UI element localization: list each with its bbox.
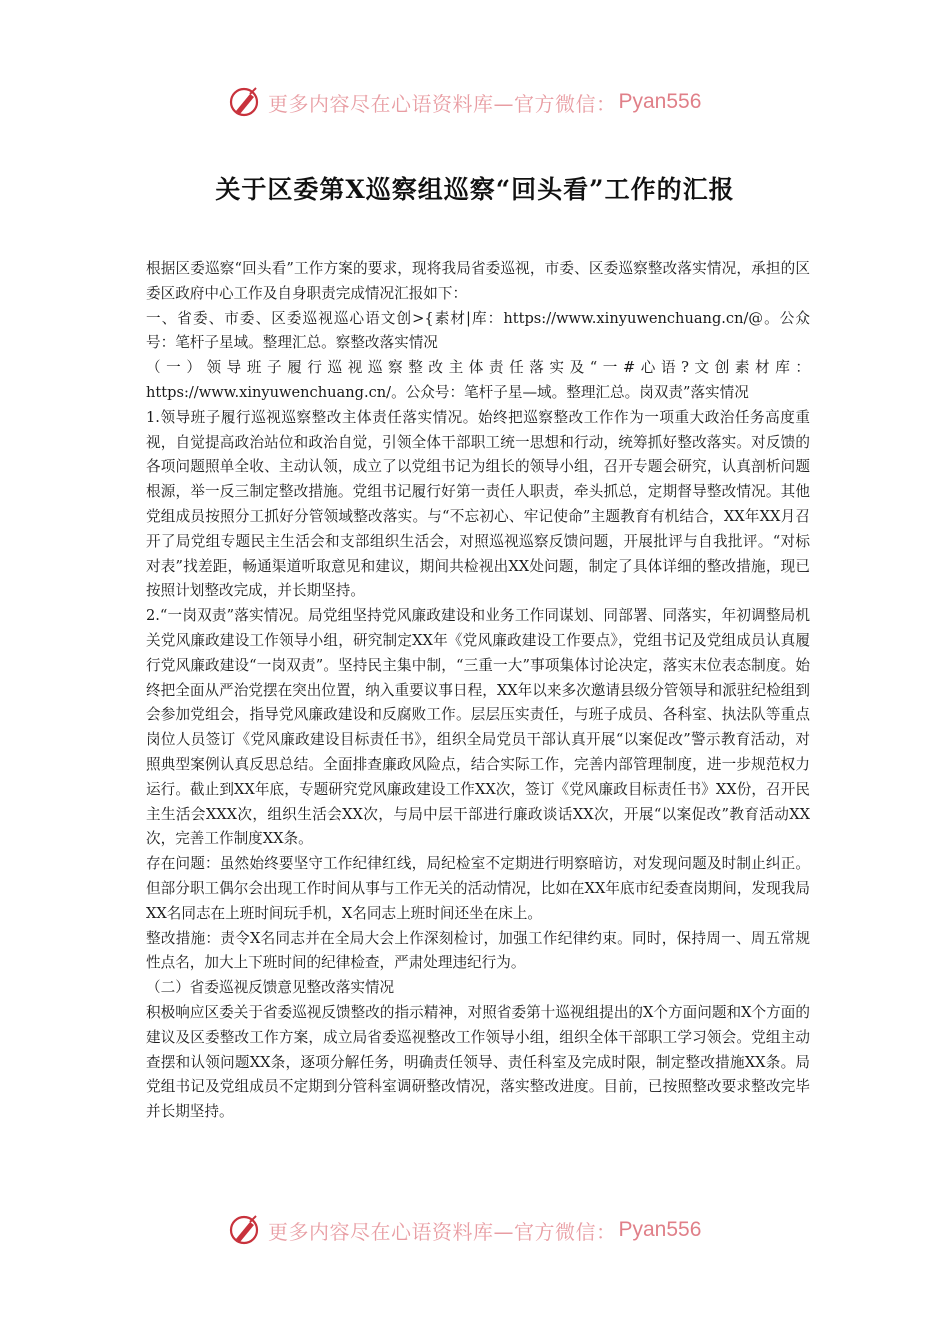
watermark-wechat-id: Pyan556 — [618, 90, 702, 113]
document-body — [146, 257, 810, 1125]
paragraph: 一、省委、市委、区委巡视巡心语文创>{素材|库：https://www.xinyuwenchuang.cn/@。公众号：笔杆子星域。整理汇总。察整改落实情况 — [146, 309, 810, 352]
paragraph: （一）领导班子履行巡视巡察整改主体责任落实及“一#心语?文创素材库：https://www.xinyuwenchuang.cn/。公众号：笔杆子星—域。整理汇总。岗双责”落实情况 — [146, 359, 810, 401]
pen-logo-icon — [228, 1213, 262, 1247]
watermark-wechat-id: Pyan556 — [618, 1218, 702, 1241]
paragraph: 整改措施：责令X名同志并在全局大会上作深刻检讨，加强工作纪律约束。同时，保持周一、周五常规性点名，加大上下班时间的纪律检查，严肃处理违纪行为。 — [146, 929, 810, 972]
section-heading: （二）省委巡视反馈意见整改落实情况 — [146, 979, 395, 997]
pen-logo-icon — [228, 85, 262, 119]
paragraph: 1.领导班子履行巡视巡察整改主体责任落实情况。始终把巡察整改工作作为一项重大政治任务高度重视，自觉提高政治站位和政治自觉，引领全体干部职工统一思想和行动，统筹抓好整改落实。对反馈的各项问题照单全收、主动认领，成立了以党组书记为组长的领导小组，召开专题会研究，认真剖析问题根源，举一反三制定整改措施。党组书记履行好第一责任人职责，牵头抓总，定期督导整改情况。其他党组成员按照分工抓好分管领域整改落实。与“不忘初心、牢记使命”主题教育有机结合，XX年XX月召开了局党组专题民主生活会和支部组织生活会，对照巡视巡察反馈问题，开展批评与自我批评。“对标对表”找差距，畅通渠道听取意见和建议，期间共检视出XX处问题，制定了具体详细的整改措施，现已按照计划整改完成，并长期坚持。 — [146, 408, 810, 600]
watermark-text: 更多内容尽在心语资料库—官方微信： — [268, 1219, 617, 1244]
document-title: 关于区委第X巡察组巡察“回头看”工作的汇报 — [215, 175, 735, 204]
paragraph: 根据区委巡察“回头看”工作方案的要求，现将我局省委巡视，市委、区委巡察整改落实情况，承担的区委区政府中心工作及自身职责完成情况汇报如下： — [146, 260, 810, 302]
watermark-banner-top — [0, 82, 950, 122]
paragraph: 存在问题：虽然始终要坚守工作纪律红线，局纪检室不定期进行明察暗访，对发现问题及时制止纠正。但部分职工偶尔会出现工作时间从事与工作无关的活动情况，比如在XX年底市纪委查岗期间，发现我局XX名同志在上班时间玩手机，X名同志上班时间还坐在床上。 — [146, 855, 810, 922]
paragraph: 2.“一岗双责”落实情况。局党组坚持党风廉政建设和业务工作同谋划、同部署、同落实，年初调整局机关党风廉政建设工作领导小组，研究制定XX年《党风廉政建设工作要点》，党组书记及党组成员认真履行党风廉政建设“一岗双责”。坚持民主集中制，“三重一大”事项集体讨论决定，落实末位表态制度。始终把全面从严治党摆在突出位置，纳入重要议事日程，XX年以来多次邀请县级分管领导和派驻纪检组到会参加党组会，指导党风廉政建设和反腐败工作。层层压实责任，与班子成员、各科室、执法队等重点岗位人员签订《党风廉政建设目标责任书》，组织全局党员干部认真开展“以案促改”警示教育活动，对照典型案例认真反思总结。全面排查廉政风险点，结合实际工作，完善内部管理制度，进一步规范权力运行。截止到XX年底，专题研究党风廉政建设工作XX次，签订《党风廉政目标责任书》XX份，召开民主生活会XXX次，组织生活会XX次，与局中层干部进行廉政谈话XX次，开展“以案促改”教育活动XX次，完善工作制度XX条。 — [146, 607, 810, 848]
watermark-banner-bottom — [0, 1210, 950, 1250]
watermark-text: 更多内容尽在心语资料库—官方微信： — [268, 91, 617, 116]
paragraph: 积极响应区委关于省委巡视反馈整改的指示精神，对照省委第十巡视组提出的X个方面问题和X个方面的建议及区委整改工作方案，成立局省委巡视整改工作领导小组，组织全体干部职工学习领会。党组主动查摆和认领问题XX条，逐项分解任务，明确责任领导、责任科室及完成时限，制定整改措施XX条。局党组书记及党组成员不定期到分管科室调研整改情况，落实整改进度。目前，已按照整改要求整改完毕并长期坚持。 — [146, 1003, 810, 1121]
